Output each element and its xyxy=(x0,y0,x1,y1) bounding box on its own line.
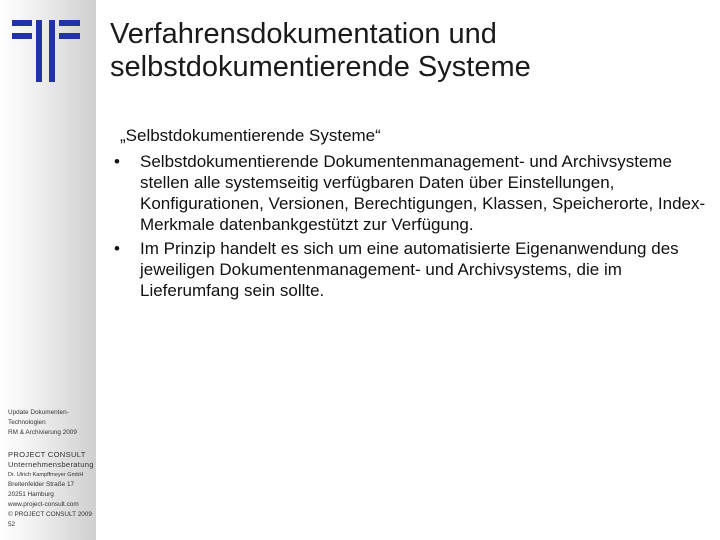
address-city: 20251 Hamburg xyxy=(8,491,54,498)
event-info xyxy=(8,408,96,438)
company-name: PROJECT CONSULT xyxy=(8,450,86,459)
website-link[interactable]: www.project-consult.com xyxy=(8,501,79,508)
bullet-item xyxy=(114,151,714,235)
page-number: 52 xyxy=(8,521,16,528)
event-line: Technologien xyxy=(8,419,46,426)
bullet-list xyxy=(114,151,714,304)
company-legal-name: Dr. Ulrich Kampffmeyer GmbH xyxy=(8,472,84,478)
company-logo xyxy=(12,20,80,82)
page-title xyxy=(110,18,710,84)
company-info xyxy=(8,450,96,530)
bullet-item xyxy=(114,238,714,301)
bullet-icon: • xyxy=(114,239,120,258)
company-tagline: Unternehmensberatung xyxy=(8,460,94,469)
bullet-text: Selbstdokumentierende Dokumentenmanagement- und Archivsysteme stellen alle systemseitig verfügbaren Daten über Einstellungen, Konfigurationen, Versionen, Berechtigungen, Klassen, Speicherorte, Index-Merkmale datenbankgestützt zur Verfügung. xyxy=(140,152,706,234)
copyright: © PROJECT CONSULT 2009 xyxy=(8,511,92,518)
bullet-icon: • xyxy=(114,152,120,171)
section-heading: „Selbstdokumentierende Systeme“ xyxy=(120,126,381,145)
bullet-text: Im Prinzip handelt es sich um eine automatisierte Eigenanwendung des jeweiligen Dokumentenmanagement- und Archivsystems, die im Lieferumfang sein sollte. xyxy=(140,239,679,300)
title-line-1: Verfahrensdokumentation und xyxy=(110,18,497,50)
address-street: Breitenfelder Straße 17 xyxy=(8,481,75,488)
title-line-2: selbstdokumentierende Systeme xyxy=(110,51,531,83)
event-line: RM & Archivierung 2009 xyxy=(8,429,77,436)
event-line: Update Dokumenten- xyxy=(8,409,69,416)
